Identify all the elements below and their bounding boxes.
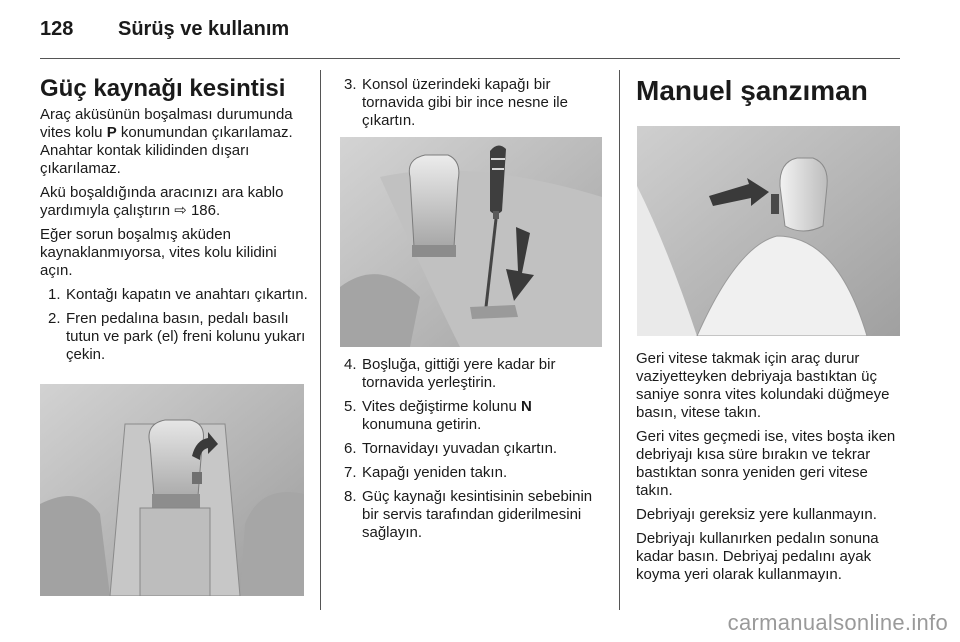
paragraph-clutch-unnecessary: Debriyajı gereksiz yere kullanmayın. bbox=[636, 506, 877, 523]
list-item: 1. Kontağı kapatın ve anahtarı çıkartın. bbox=[48, 286, 308, 303]
left-column bbox=[40, 74, 310, 370]
paragraph-jump-start: Akü boşaldığında aracınızı ara kablo yardımıyla çalıştırın ⇨ 186. bbox=[40, 184, 284, 219]
right-column bbox=[636, 74, 902, 110]
column-divider-left bbox=[320, 70, 321, 610]
paragraph-clutch-full-press: Debriyajı kullanırken pedalın sonuna kadar basın. Debriyaj pedalını ayak koyma yeri olarak kullanmayın. bbox=[636, 530, 879, 583]
middle-column bbox=[330, 76, 606, 136]
list-item: 4. Boşluğa, gittiği yere kadar bir tornavida yerleştirin. bbox=[344, 356, 556, 391]
page-reference-icon: ⇨ bbox=[174, 202, 187, 219]
chapter-title: Sürüş ve kullanım bbox=[118, 18, 290, 40]
illustration-manual-gear-knob bbox=[637, 126, 900, 336]
list-item: 8. Güç kaynağı kesintisinin sebebinin bir servis tarafından giderilmesini sağlayın. bbox=[344, 488, 593, 541]
middle-column-steps bbox=[330, 356, 606, 548]
right-column-text bbox=[636, 350, 902, 590]
paragraph-battery-discharged: Araç aküsünün boşalması durumunda vites kolu P konumundan çıkarılamaz. Anahtar kontak kilidinden dışarı çıkarılamaz. bbox=[40, 106, 293, 177]
list-item: 5. Vites değiştirme kolunu N konumuna getirin. bbox=[344, 398, 532, 433]
paragraph-reverse-gear: Geri vitese takmak için araç durur vaziyetteyken debriyaja bastıktan üç saniye sonra vites kolundaki düğmeye basın, vitese takın. bbox=[636, 350, 890, 421]
section-heading-power-failure: Güç kaynağı kesintisi bbox=[40, 75, 286, 102]
page-number: 128 bbox=[40, 18, 74, 40]
gear-key-n: N bbox=[520, 398, 532, 415]
illustration-gear-lever-cover bbox=[40, 384, 304, 596]
column-divider-right bbox=[619, 70, 620, 610]
header-rule bbox=[40, 58, 900, 59]
list-item: 6. Tornavidayı yuvadan çıkartın. bbox=[344, 440, 558, 457]
section-heading-manual-transmission: Manuel şanzıman bbox=[636, 75, 868, 106]
list-item: 7. Kapağı yeniden takın. bbox=[344, 464, 508, 481]
paragraph-unlock-lever: Eğer sorun boşalmış aküden kaynaklanmıyorsa, vites kolu kilidini açın. bbox=[40, 226, 277, 279]
list-item: 2. Fren pedalına basın, pedalı basılı tutun ve park (el) freni kolunu yukarı çekin. bbox=[48, 310, 306, 363]
illustration-screwdriver-insertion bbox=[340, 137, 602, 347]
page-reference[interactable]: 186. bbox=[190, 202, 221, 219]
watermark: carmanualsonline.info bbox=[727, 610, 948, 635]
paragraph-reverse-retry: Geri vites geçmedi ise, vites boşta iken debriyajı kısa süre bırakın ve tekrar bastıktan sonra yeniden geri vitese takın. bbox=[636, 428, 896, 499]
list-item: 3. Konsol üzerindeki kapağı bir tornavida gibi bir ince nesne ile çıkartın. bbox=[344, 76, 568, 129]
gear-key-p: P bbox=[106, 124, 117, 141]
